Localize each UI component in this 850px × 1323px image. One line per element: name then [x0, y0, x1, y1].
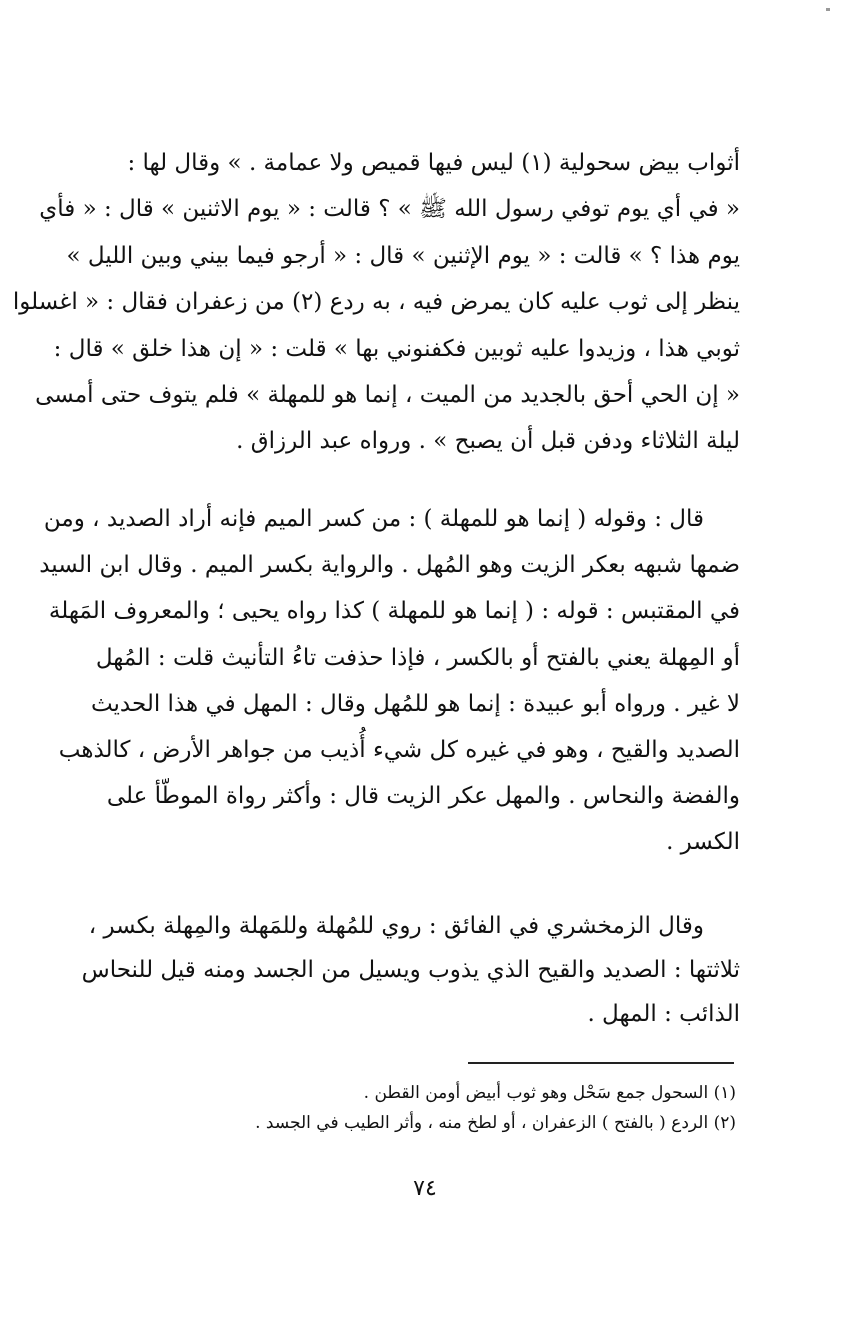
- text-line: الصديد والقيح ، وهو في غيره كل شيء أُذيب من جواهر الأرض ، كالذهب: [58, 737, 740, 764]
- text-line: « في أي يوم توفي رسول الله ﷺ » ؟ قالت : « يوم الاثنين » قال : « فأي: [39, 196, 740, 223]
- text-line: وقال الزمخشري في الفائق : روي للمُهلة وللمَهلة والمِهلة بكسر ،: [88, 913, 704, 939]
- text-line: أثواب بيض سحولية (١) ليس فيها قميص ولا عمامة . » وقال لها :: [127, 150, 740, 176]
- footnote-2: (٢) الردع ( بالفتح ) الزعفران ، أو لطخ منه ، وأثر الطيب في الجسد .: [255, 1113, 736, 1133]
- text-line: ليلة الثلاثاء ودفن قبل أن يصبح » . ورواه عبد الرزاق .: [236, 428, 740, 455]
- text-line: ضمها شبهه بعكر الزيت وهو المُهل . والرواية بكسر الميم . وقال ابن السيد: [39, 552, 740, 579]
- footnote-divider: [468, 1062, 734, 1064]
- footnotes: [68, 1078, 736, 1138]
- text-line: ثلاثتها : الصديد والقيح الذي يذوب ويسيل من الجسد ومنه قيل للنحاس: [81, 957, 740, 983]
- text-line: قال : وقوله ( إنما هو للمهلة ) : من كسر الميم فإنه أراد الصديد ، ومن: [43, 506, 704, 532]
- text-line: ثوبي هذا ، وزيدوا عليه ثوبين فكفنوني بها » قلت : « إن هذا خلق » قال :: [53, 335, 740, 362]
- page-number: ٧٤: [413, 1176, 437, 1201]
- text-line: ينظر إلى ثوب عليه كان يمرض فيه ، به ردع (٢) من زعفران فقال : « اغسلوا: [12, 289, 740, 316]
- text-line: في المقتبس : قوله : ( إنما هو للمهلة ) كذا رواه يحيى ؛ والمعروف المَهلة: [48, 598, 740, 625]
- paragraph-2: [39, 496, 740, 866]
- scan-mark: [826, 8, 830, 11]
- text-line: الذائب : المهل .: [587, 1001, 740, 1027]
- text-line: لا غير . ورواه أبو عبيدة : إنما هو للمُهل وقال : المهل في هذا الحديث: [90, 690, 740, 717]
- text-line: يوم هذا ؟ » قالت : « يوم الإثنين » قال : « أرجو فيما بيني وبين الليل »: [66, 242, 740, 269]
- text-line: « إن الحي أحق بالجديد من الميت ، إنما هو للمهلة » فلم يتوف حتى أمسى: [35, 382, 740, 409]
- text-line: أو المِهلة يعني بالفتح أو بالكسر ، فإذا حذفت تاءُ التأنيث قلت : المُهل: [95, 644, 740, 671]
- paragraph-3: [68, 904, 740, 1036]
- text-line: الكسر .: [666, 829, 740, 856]
- paragraph-1: [12, 140, 740, 465]
- footnote-1: (١) السحول جمع سَحْل وهو ثوب أبيض أومن القطن .: [363, 1083, 736, 1103]
- text-line: والفضة والنحاس . والمهل عكر الزيت قال : وأكثر رواة الموطّأ على: [106, 783, 740, 810]
